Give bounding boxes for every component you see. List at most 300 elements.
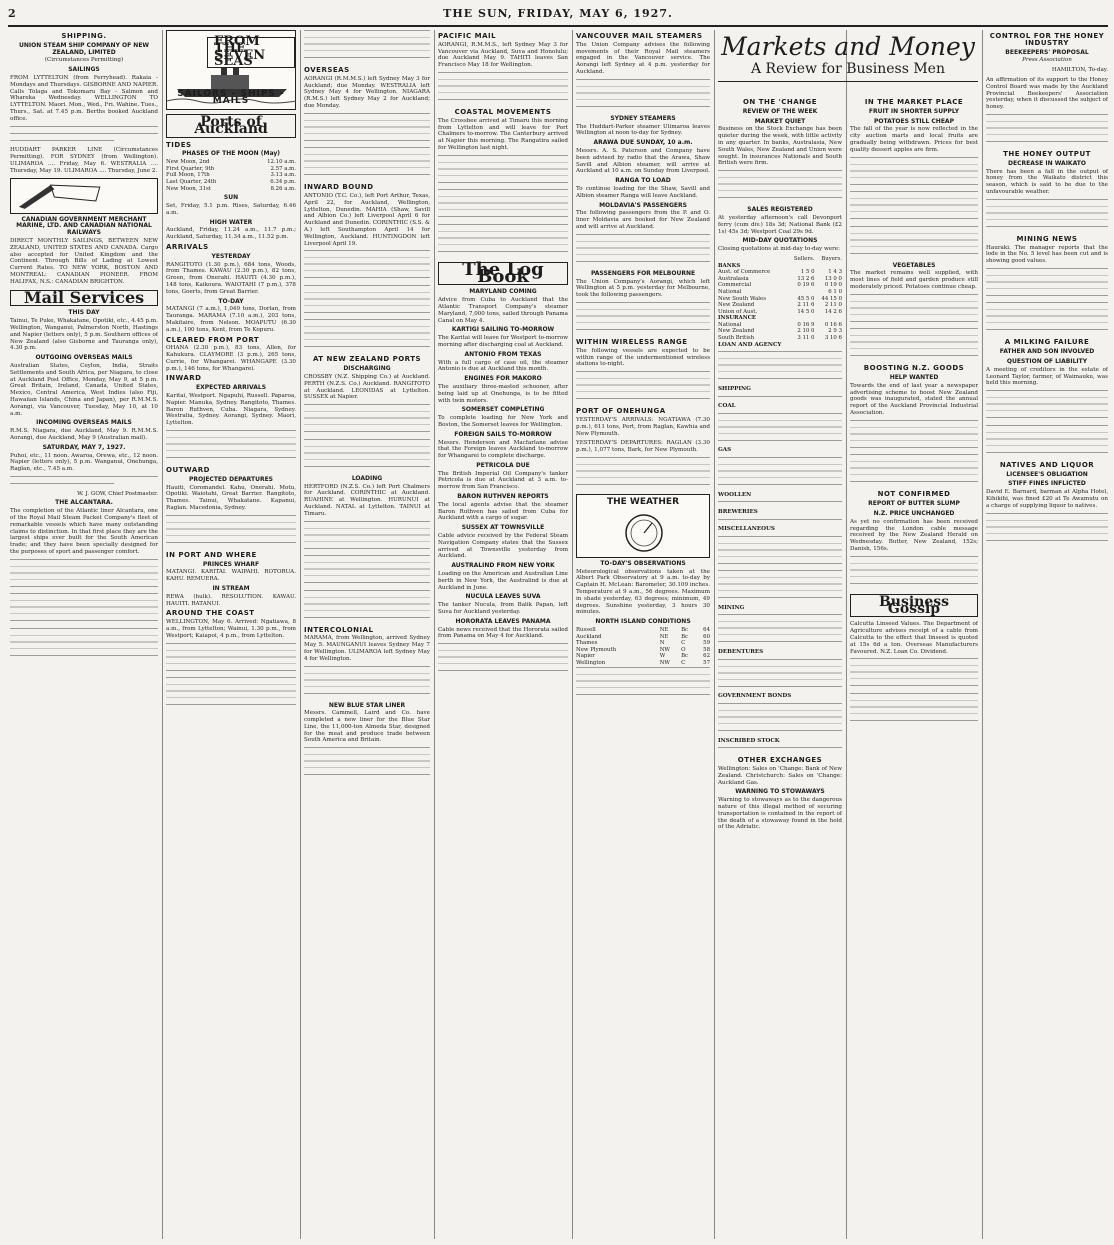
column-shipping: [10, 30, 158, 1239]
sellers-column-header: Sellers.: [793, 255, 815, 262]
text-lines: [304, 555, 430, 589]
temperature: 62: [703, 653, 710, 660]
butter-text: As yet no confirmation has been received regarding the London cable message received by the New Zealand Herald on Wednesday. Butter, New Zealand, 152s; Danish, 156s.: [850, 518, 978, 552]
text-lines: [304, 113, 430, 147]
business-gossip-title: Business Gossip: [850, 594, 978, 618]
cleared-text: OHANA (2.30 p.m.), 83 tons, Allen, for Kahukura. CLAYMORE (3 p.m.), 265 tons, Currie, for Whangarei. WHANGAPE (3.30 p.m.), 146 tons, for Whangarei.: [166, 345, 296, 372]
column-honey: [986, 30, 1108, 1239]
sell-price: 3 11 0: [797, 335, 815, 342]
press-association-credit: Press Association: [1022, 57, 1072, 64]
buy-price: 2 11 0: [824, 302, 842, 309]
intercolonial-text: MARAMA, from Wellington, arrived Sydney May 5. MAUNGANUI leaves Sydney May 7 for Wellington. ULIMAROA left Sydney May 4 for Wellington.: [304, 635, 430, 662]
station-name: Wellington: [576, 660, 606, 667]
markets-subtitle: A Review for Business Men: [751, 61, 945, 77]
antonio-heading: ANTONIO FROM TEXAS: [464, 350, 542, 358]
sales-text: At yesterday afternoon's call Devonport ferry (cum div.) 18s 3d; National Bank (£2 1s) 45s 3d; Westport Coal 29s 9d.: [718, 214, 842, 235]
canadian-flag-illustration: [10, 178, 158, 214]
loading-text: HERTFORD (N.Z.S. Co.) left Port Chalmers for Auckland. CORINTHIC at Auckland. RUAHINE at Wellington. HURUNUI at Auckland. NATAL at Lyttelton. TAINUI at Timaru.: [304, 483, 430, 517]
sydney-heading: SYDNEY STEAMERS: [610, 114, 676, 122]
table-section-row: [718, 315, 842, 322]
stock-name: Australasia: [718, 275, 749, 282]
midday-heading: MID-DAY QUOTATIONS: [742, 237, 818, 245]
vegetables-heading: VEGETABLES: [892, 261, 936, 269]
nucula-heading: NUCULA LEAVES SUVA: [465, 593, 541, 601]
moon-table: [166, 159, 296, 192]
table-row: [576, 653, 710, 660]
antonio-text: With a full cargo of case oil, the steamer Antonio is due at Auckland this month.: [438, 359, 568, 373]
arrivals-heading: ARRIVALS: [166, 242, 209, 251]
seven-seas-banner: [166, 30, 296, 110]
vancouver-heading: VANCOUVER MAIL STEAMERS: [576, 32, 703, 40]
market-place-heading: IN THE MARKET PLACE: [864, 98, 964, 106]
text-lines: [576, 667, 710, 701]
markets-banner: [718, 32, 978, 86]
seven-seas-tagline: SAILORS - SHIPS - MAILS: [177, 89, 285, 107]
table-row: [718, 309, 842, 316]
table-row: [718, 282, 842, 289]
text-lines: [986, 390, 1108, 424]
butter-slump-heading: REPORT OF BUTTER SLUMP: [868, 500, 960, 508]
hororata-heading: HORORATA LEAVES PANAMA: [455, 617, 551, 625]
projected-heading: PROJECTED DEPARTURES: [188, 475, 274, 483]
mail-text: Tainui, Te Puke, Whakatane, Opotiki, etc., 4.45 p.m. Wellington, Wanganui, Palmerston North, Hastings and Napier (letters only), 5 p.m. Southern offices of New Zealand (also Gisborne and Tauranga only), 4.30 p.m.: [10, 318, 158, 352]
inward-bound-text: ANTONIO (T.C. Co.), left Port Arthur, Texas, April 22, for Auckland, Wellington, Lyttelton, Dunedin. MAHIA (Shaw, Savill and Albion Co.) left Liverpool April 6 for Auckland and Dunedin. CORINTHIC (S.S. & A.) left Southampton April 14 for Wellington, Auckland. HUNTINGDON left Liverpool April 19.: [304, 193, 430, 247]
seven-seas-title: FROM THE SEVEN SEAS: [207, 37, 295, 68]
petricola-text: The British Imperial Oil Company's tanker Petricola is due at Auckland at 3 a.m. to-morrow from San Francisco.: [438, 470, 568, 491]
table-row: [576, 647, 710, 654]
australind-heading: AUSTRALIND FROM NEW YORK: [451, 562, 555, 570]
table-row: [166, 186, 296, 193]
table-row: [576, 634, 710, 641]
text-lines: [850, 157, 978, 191]
text-lines: [986, 513, 1108, 547]
text-lines: [986, 425, 1108, 459]
table-row: [166, 166, 296, 173]
text-lines: [576, 371, 710, 405]
alcantara-heading: THE ALCANTARA.: [55, 499, 113, 507]
temperature: 58: [703, 646, 710, 653]
onehunga-arrivals: YESTERDAY'S ARRIVALS: NGATIAWA (7.30 p.m.), 611 tons, Pert, from Raglan, Kawhia and New Plymouth.: [576, 416, 710, 437]
moon-label: Full Moon, 17th: [166, 172, 210, 179]
station-name: Russell: [576, 627, 596, 634]
inward-bound-heading: INWARD BOUND: [304, 183, 374, 192]
mining-heading: MINING: [718, 604, 745, 611]
quiet-heading: MARKET QUIET: [754, 117, 806, 125]
wind: NE: [659, 627, 669, 634]
buy-price: 2 9 3: [828, 328, 842, 335]
station-name: Napier: [576, 653, 595, 660]
outgoing-text: Australian States, Ceylon, India, Straits Settlements and South Africa, per Niagara, to close at Auckland Post Office, Monday, May 9, at 5 p.m. Great Britain, Ireland, Canada, United States, Mexico, Central America, West Indies (also Fiji, Hawaiian Islands, China and Japan), per R.M.M.S. Aorangi, via Vancouver, Tuesday, May 10, at 10 a.m.: [10, 362, 158, 417]
stowaways-text: Warning to stowaways as to the dangerous nature of this illegal method of securing transportation is contained in the report of the death of a stowaway found in the hold of the Adriatic.: [718, 797, 842, 831]
text-lines: [304, 250, 430, 284]
insurance-heading: INSURANCE: [718, 315, 757, 322]
melbourne-heading: PASSENGERS FOR MELBOURNE: [590, 269, 696, 277]
foreign-text: Messrs. Henderson and Macfarlane advise that the Foreign leaves Auckland to-morrow for Whangarei to complete discharge.: [438, 439, 568, 460]
text-lines: [438, 72, 568, 106]
text-lines: [166, 677, 296, 711]
text-lines: [10, 476, 158, 483]
text-lines: [438, 224, 568, 258]
nucula-text: The tanker Nucula, from Balik Papan, left Suva for Auckland yesterday.: [438, 602, 568, 616]
wireless-text: The following vessels are expected to be within range of the undermentioned wireless stations to-night.: [576, 347, 710, 368]
text-lines: [986, 199, 1108, 233]
masthead-title: THE SUN, FRIDAY, MAY 6, 1927.: [443, 7, 673, 20]
canadian-heading: CANADIAN GOVERNMENT MERCHANT MARINE, LTD. AND CANADIAN NATIONAL RAILWAYS: [16, 215, 152, 237]
sydney-text: The Huddart-Parker steamer Ulimaroa leaves Wellington at noon to-day for Sydney.: [576, 123, 710, 137]
wind: NE: [659, 633, 669, 640]
blue-star-text: Messrs. Cammell, Laird and Co. have completed a new liner for the Blue Star Line, the 11,000-ton Almeda Star, designed for the meat and produce trade between South America and Britain.: [304, 710, 430, 744]
highwater-text: Auckland, Friday, 11.24 a.m., 11.7 p.m.; Auckland, Saturday, 11.34 a.m., 11.52 p.m.: [166, 227, 296, 241]
sell-price: 2 11 6: [797, 302, 815, 309]
outward-text: Hauiti, Coromandel. Kahu, Onerahi. Motu, Opotiki. Waiotahi, Great Barrier. Rangitoto, Thames. Tainui, Whakatane. Kapanui, Raglan. Macedonia, Sydney.: [166, 484, 296, 512]
fines-heading: STIFF FINES INFLICTED: [1008, 480, 1086, 488]
text-lines: [850, 454, 978, 488]
weather-banner: [576, 494, 710, 558]
nz-price-heading: N.Z. PRICE UNCHANGED: [873, 509, 955, 517]
sussex-heading: SUSSEX AT TOWNSVILLE: [461, 524, 545, 532]
pacific-text: AORANGI, R.M.M.S., left Sydney May 3 for Vancouver via Auckland, Suva and Honolulu; due Auckland May 9. TAHITI leaves San Francisco May 18 for Wellington.: [438, 41, 568, 69]
text-lines: [986, 268, 1108, 302]
page-number: 2: [8, 7, 17, 20]
today-text: MATANGI (7 a.m.), 1,049 tons, Dorlan, from Tauranga. MARAMA (7.10 a.m.), 203 tons, Makitaire, from Nelson. MOAPUTU (6.30 a.m.), 100 tons, Kent, from Te Kopuru.: [166, 306, 296, 333]
moldavia-heading: MOLDAVIA'S PASSENGERS: [599, 201, 687, 209]
temperature: 60: [703, 633, 710, 640]
govt-bonds-heading: GOVERNMENT BONDS: [718, 693, 792, 700]
stock-name: South British: [718, 335, 755, 342]
table-row: [166, 179, 296, 186]
arawa-heading: ARAWA DUE SUNDAY, 10 a.m.: [593, 139, 693, 147]
stock-name: Commercial: [718, 282, 752, 289]
incoming-heading: INCOMING OVERSEAS MAILS: [36, 419, 132, 427]
control-heading: CONTROL FOR THE HONEY INDUSTRY: [989, 32, 1105, 47]
beekeepers-heading: BEEKEEPERS' PROPOSAL: [1005, 48, 1089, 56]
text-lines: [10, 140, 114, 147]
fruit-text: The fall of the year is now reflected in the city auction marts and local fruits are gradually being withdrawn. Prices for best quality dessert apples are firm.: [850, 126, 978, 153]
stock-name: National: [718, 321, 742, 328]
weather-title: THE WEATHER: [606, 496, 680, 507]
inport-heading: IN PORT AND WHERE: [166, 550, 257, 559]
text-lines: [850, 556, 978, 590]
text-lines: [718, 536, 842, 570]
text-lines: [986, 302, 1108, 336]
buy-price: 14 2 6: [824, 308, 842, 315]
woollen-heading: WOOLLEN: [718, 491, 752, 498]
sell-price: 13 2 6: [797, 275, 815, 282]
text-lines: [304, 319, 430, 353]
mining-news-heading: MINING NEWS: [1016, 234, 1078, 243]
help-heading: HELP WANTED: [889, 374, 939, 382]
wind: NW: [659, 660, 670, 667]
melbourne-text: The Union Company's Aorangi, which left Wellington at 5 p.m. yesterday for Melbourne, took the following passengers.: [576, 278, 710, 299]
overseas-heading: OVERSEAS: [304, 66, 350, 74]
text-lines: [850, 294, 978, 328]
kartigi-heading: KARTIGI SAILING TO-MORROW: [451, 326, 555, 334]
honey-output-heading: THE HONEY OUTPUT: [1003, 149, 1091, 158]
coastal-heading: COASTAL MOVEMENTS: [454, 107, 552, 116]
petricola-heading: PETRICOLA DUE: [476, 461, 530, 469]
pacific-heading: PACIFIC MAIL: [438, 32, 497, 40]
temperature: 59: [703, 640, 710, 647]
ranga-heading: RANGA TO LOAD: [615, 177, 671, 185]
table-row: [166, 172, 296, 179]
milking-text: A meeting of creditors in the estate of Leonard Taylor, farmer, of Waimauku, was held this morning.: [986, 366, 1108, 387]
decrease-heading: DECREASE IN WAIKATO: [1008, 159, 1086, 167]
postmaster-signature: W. J. GOW, Chief Postmaster.: [77, 490, 158, 497]
change-heading: ON THE 'CHANGE: [742, 98, 818, 106]
text-lines: [304, 666, 430, 700]
stock-name: Aust. of Commerce: [718, 269, 771, 276]
blue-star-heading: NEW BLUE STAR LINER: [328, 701, 406, 709]
coastal-text: The Crossbee arrived at Timaru this morning from Lyttelton and will leave for Port Chalmers to-morrow. The Canterbury arrived at Napier this morning. The Rangatira sailed for Wellington last night.: [438, 117, 568, 151]
stock-name: New Zealand: [718, 328, 755, 335]
decrease-text: There has been a fall in the output of honey from the Waikato district this season, which is said to be due to the unfavourable weather.: [986, 168, 1108, 195]
table-row: [576, 660, 710, 667]
text-lines: [850, 226, 978, 260]
princes-heading: PRINCES WHARF: [202, 560, 260, 568]
north-island-heading: NORTH ISLAND CONDITIONS: [595, 618, 691, 626]
other-exchanges-heading: OTHER EXCHANGES: [737, 756, 823, 765]
table-row: [718, 335, 842, 342]
baron-heading: BARON RUTHVEN REPORTS: [457, 493, 549, 501]
wind: W: [659, 653, 666, 660]
yesterday-heading: YESTERDAY: [211, 252, 251, 260]
moon-time: 8.26 a.m.: [270, 185, 296, 192]
sell-price: 14 5 0: [797, 308, 815, 315]
stock-name: Union of Aust.: [718, 308, 758, 315]
inward-heading: INWARD: [166, 374, 202, 383]
maryland-heading: MARYLAND COMING: [469, 288, 537, 296]
moon-label: Last Quarter, 24th: [166, 178, 217, 185]
alcantara-text: The completion of the Atlantic liner Alcantara, one of the Royal Mail Steam Packet Company's fleet of remarkable vessels which have many outstanding claims to distinction. In that first place they are the largest ships ever built for the South American trade; and they have been specially designed for the purposes of sport and passenger comfort.: [10, 508, 158, 555]
sailings-heading: SAILINGS: [68, 66, 100, 74]
table-row: [718, 296, 842, 303]
banks-heading: BANKS: [718, 262, 741, 269]
text-lines: [850, 658, 978, 692]
saturday-heading: SATURDAY, MAY 7, 1927.: [42, 443, 126, 451]
debentures-heading: DEBENTURES: [718, 648, 764, 655]
text-lines: [166, 643, 296, 677]
stream-heading: IN STREAM: [212, 585, 250, 593]
moon-time: 6.34 p.m.: [270, 178, 296, 185]
buy-price: 1 4 3: [828, 269, 842, 276]
column-divider: [434, 30, 435, 1239]
text-lines: [304, 590, 430, 624]
engines-heading: ENGINES FOR MAKORO: [464, 375, 542, 383]
loan-heading: LOAN AND AGENCY: [718, 341, 782, 348]
coal-heading: COAL: [718, 403, 736, 410]
table-row: [576, 640, 710, 647]
vegetables-text: The market remains well supplied, with most lines of field and garden produce still moderately priced. Potatoes continue cheap.: [850, 270, 978, 290]
sell-price: 2 10 0: [797, 328, 815, 335]
column-divider: [846, 30, 847, 1239]
text-lines: [576, 79, 710, 113]
boosting-heading: BOOSTING N.Z. GOODS: [863, 364, 965, 373]
arrivals-text: RANGITOTO (1.30 p.m.), 684 tons, Woods, from Thames. KAWAU (2.30 p.m.), 82 tons, Green, from Onerahi. HAUITI (4.30 p.m.), 148 tons, Kaikoura. WAIOTAHI (7 p.m.), 378 tons, Goerts, from Great Barrier.: [166, 261, 296, 295]
licensee-heading: LICENSEE'S OBLIGATION: [1006, 470, 1088, 478]
ranga-text: To continue loading for the Shaw, Savill and Albion steamer Ranga will leave Auckland.: [576, 185, 710, 199]
text-lines: [166, 430, 296, 464]
text-lines: [10, 126, 158, 133]
text-lines: [718, 413, 842, 447]
conditions-table: [576, 627, 710, 667]
baron-text: The local agents advise that the steamer Baron Ruthven has sailed from Cuba for Auckland with a cargo of sugar.: [438, 501, 568, 522]
saturday-text: Puhoi, etc., 11 noon. Awaroa, Orewa, etc., 12 noon. Napier (letters only), 5 p.m. Wanganui, Onehunga, Raglan, etc., 7.45 a.m.: [10, 452, 158, 473]
intercolonial-heading: INTERCOLONIAL: [304, 625, 374, 634]
text-lines: [304, 747, 430, 781]
moon-label: New Moon, 31st: [166, 185, 211, 192]
text-lines: [718, 614, 842, 648]
weather: C: [681, 660, 686, 667]
text-lines: [718, 519, 842, 526]
milking-heading: A MILKING FAILURE: [1004, 338, 1090, 347]
hororata-text: Cable news received that the Hororata sailed from Panama on May 4 for Auckland.: [438, 626, 568, 640]
text-lines: [304, 439, 430, 473]
barometer-icon: [577, 495, 710, 557]
column-logbook: [438, 30, 568, 1239]
weather: Bc: [681, 633, 689, 640]
text-lines: [304, 521, 430, 555]
table-row: [718, 322, 842, 329]
masthead: [8, 4, 1108, 26]
sell-price: 1 5 0: [800, 269, 815, 276]
potatoes-heading: POTATOES STILL CHEAP: [874, 117, 954, 125]
text-lines: [718, 457, 842, 491]
text-lines: [850, 420, 978, 454]
table-section-row: [718, 263, 842, 270]
text-lines: [166, 515, 296, 549]
maryland-text: Advice from Cuba to Auckland that the Atlantic Transport Company's steamer Maryland, 7,000 tons, sailed through Panama Canal on May 4.: [438, 297, 568, 324]
column-market-place: [850, 96, 978, 1239]
loading-heading: LOADING: [351, 474, 383, 482]
moon-heading: PHASES OF THE MOON (May): [182, 150, 280, 158]
today-heading: TO-DAY: [218, 297, 244, 305]
fruit-heading: FRUIT IN SHORTER SUPPLY: [868, 107, 960, 115]
text-lines: [438, 643, 568, 677]
gas-heading: GAS: [718, 447, 732, 454]
text-lines: [850, 191, 978, 225]
buy-price: 44 15 0: [821, 295, 842, 302]
column-divider: [572, 30, 573, 1239]
shipping-stocks-heading: SHIPPING: [718, 385, 751, 392]
column-divider: [714, 30, 715, 1239]
highwater-heading: HIGH WATER: [209, 218, 253, 226]
this-day-heading: THIS DAY: [68, 309, 100, 317]
text-lines: [576, 302, 710, 336]
control-text: An affirmation of its support to the Honey Control Board was made by the Auckland Provincial Beekeepers' Association yesterday, when it discussed the subject of honey.: [986, 76, 1108, 111]
column-ports: [166, 30, 296, 1239]
table-row: [718, 289, 842, 296]
weather: Bc: [681, 653, 689, 660]
text-lines: [438, 189, 568, 223]
text-lines: [304, 404, 430, 438]
liability-heading: QUESTION OF LIABILITY: [1006, 358, 1088, 366]
column-change: [718, 96, 842, 1239]
section-heading: SHIPPING.: [61, 32, 107, 40]
temperature: 57: [703, 660, 710, 667]
expected-text: Karitai, Westport. Ngapuhi, Russell. Paparoa, Napier. Manuka, Sydney. Rangitoto, Thames. Baron Ruthven, Cuba. Niagara, Sydney. Westralia, Sydney. Aorangi, Sydney. Maori, Lyttelton.: [166, 393, 296, 427]
kartigi-text: The Karitai will leave for Westport to-morrow morning after discharging coal at Auckland.: [438, 335, 568, 348]
observations-heading: TO-DAY'S OBSERVATIONS: [600, 559, 686, 567]
onehunga-departures: YESTERDAY'S DEPARTURES: RAGLAN (3.30 p.m.), 1,077 tons, Bark, for New Plymouth.: [576, 440, 710, 454]
text-lines: [10, 483, 114, 490]
text-lines: [718, 351, 842, 385]
moon-time: 12.10 a.m.: [267, 159, 296, 166]
discharging-heading: DISCHARGING: [343, 365, 391, 373]
misc-heading: MISCELLANEOUS: [718, 525, 775, 532]
somerset-heading: SOMERSET COMPLETING: [461, 406, 545, 414]
column-overseas: [304, 30, 430, 1239]
arawa-text: Messrs. A. S. Paterson and Company have been advised by radio that the Arawa, Shaw Savill and Albion steamer, will arrive at Auckland at 10 a.m. on Sunday from Liverpool.: [576, 147, 710, 175]
boosting-text: Towards the end of last year a newspaper advertising scheme to boost New Zealand goods was inaugurated, stated the annual report of the Auckland Provincial Industrial Association.: [850, 382, 978, 417]
vancouver-text: The Union Company advises the following movements of their Royal Mail steamers engaged in the Vancouver service. The Aorangi left Sydney at 4 p.m. yesterday for Auckland.: [576, 41, 710, 75]
not-confirmed-heading: NOT CONFIRMED: [877, 490, 951, 499]
buy-price: 13 0 0: [824, 275, 842, 282]
incoming-text: R.M.S. Niagara, due Auckland, May 9. R.M.M.S. Aorangi, due Auckland, May 9 (Australian mail).: [10, 428, 158, 441]
sales-heading: SALES REGISTERED: [747, 206, 813, 214]
table-header-row: [718, 256, 842, 263]
station-name: New Plymouth: [576, 646, 617, 653]
buy-price: 0 16 6: [824, 321, 842, 328]
markets-title: Markets and Money: [721, 32, 975, 61]
weather: Bc: [681, 627, 689, 634]
inscribed-heading: INSCRIBED STOCK: [718, 737, 780, 744]
midday-note: Closing quotations at mid-day to-day were:: [718, 246, 840, 253]
cleared-heading: CLEARED FROM PORT: [166, 335, 260, 344]
text-lines: [438, 155, 568, 189]
text-lines: [718, 396, 842, 403]
outgoing-heading: OUTGOING OVERSEAS MAILS: [35, 354, 133, 362]
sell-price: [787, 289, 814, 296]
stream-text: REWA (hulk). RESOLUTION. KAWAU. HAUITI. RATANUI.: [166, 593, 296, 607]
text-lines: [718, 501, 842, 508]
moon-time: 2.57 a.m.: [270, 165, 296, 172]
table-row: [718, 302, 842, 309]
observations-text: Meteorological observations taken at the Albert Park Observatory at 9 a.m. to-day by Captain H. McLean: Barometer, 30.109 inches. Temperature at 9 a.m., 56 degrees. Maximum in shade yesterday, 63 degrees; minimum, 49 degrees. Sunshine yesterday, 3 hours 30 minutes.: [576, 568, 710, 616]
column-divider: [982, 30, 983, 1239]
canadian-text: DIRECT MONTHLY SAILINGS, BETWEEN NEW ZEALAND, UNITED STATES AND CANADA. Cargo also accepted for United Kingdom and the Continent. Through Bills of Lading at Lowest Current Rates. TO NEW YORK, BOSTON AND MONTREAL: CANADIAN PIONEER. FROM HALIFAX, N.S.: CANADIAN BRIGHTON.: [10, 238, 158, 285]
weather: C: [681, 640, 686, 647]
stock-name: New South Wales: [718, 295, 766, 302]
natives-heading: NATIVES AND LIQUOR: [999, 460, 1095, 469]
engines-text: The auxiliary three-masted schooner, after being laid up at Onehunga, is to be fitted with twin motors.: [438, 383, 568, 404]
station-name: Thames: [576, 640, 598, 647]
gossip-text: Calcutta Linseed Values. The Department of Agriculture advises receipt of a cable from Calcutta to the effect that linseed is quoted at 15s 6d a ton. Overseas Manufacturers Favoured. N.Z. Loan Co. Dividend.: [850, 621, 978, 655]
text-lines: [576, 457, 710, 491]
stock-name: National: [718, 288, 742, 295]
text-lines: [718, 747, 842, 754]
station-name: Auckland: [576, 633, 602, 640]
text-lines: [576, 234, 710, 268]
table-row: [718, 276, 842, 283]
union-heading: UNION STEAM SHIP COMPANY OF NEW ZEALAND, LIMITED: [18, 41, 150, 56]
breweries-heading: BREWERIES: [718, 508, 758, 515]
overseas-text: AORANGI (R.M.M.S.) left Sydney May 3 for Auckland; due Monday. WESTRALIA left Sydney May 4 for Wellington. NIAGARA (R.M.S.) left Sydney May 2 for Auckland; due Monday.: [304, 75, 430, 109]
foreign-heading: FOREIGN SAILS TO-MORROW: [454, 430, 552, 438]
moon-time: 3.13 a.m.: [270, 172, 296, 179]
australind-text: Loading on the American and Australian Line berth in New York, the Australind is due at Auckland in June.: [438, 571, 568, 591]
text-lines: [718, 703, 842, 737]
huddart-parker-text: HUDDART PARKER LINE (Circumstances Permitting). FOR SYDNEY (from Wellington). ULIMAROA .... Friday, May 6. WESTRALIA .... Thursday, May 19. ULIMAROA .... Thursday, June 2.: [10, 147, 158, 174]
outward-heading: OUTWARD: [166, 466, 210, 475]
buy-price: 0 19 0: [824, 282, 842, 289]
text-lines: [850, 328, 978, 362]
sell-price: 45 5 0: [797, 295, 815, 302]
quotations-table: [718, 256, 842, 342]
table-row: [166, 159, 296, 166]
somerset-text: To complete loading for New York and Boston, the Somerset leaves for Wellington.: [438, 415, 568, 428]
stowaways-heading: WARNING TO STOWAWAYS: [735, 788, 825, 796]
text-lines: [10, 593, 158, 627]
